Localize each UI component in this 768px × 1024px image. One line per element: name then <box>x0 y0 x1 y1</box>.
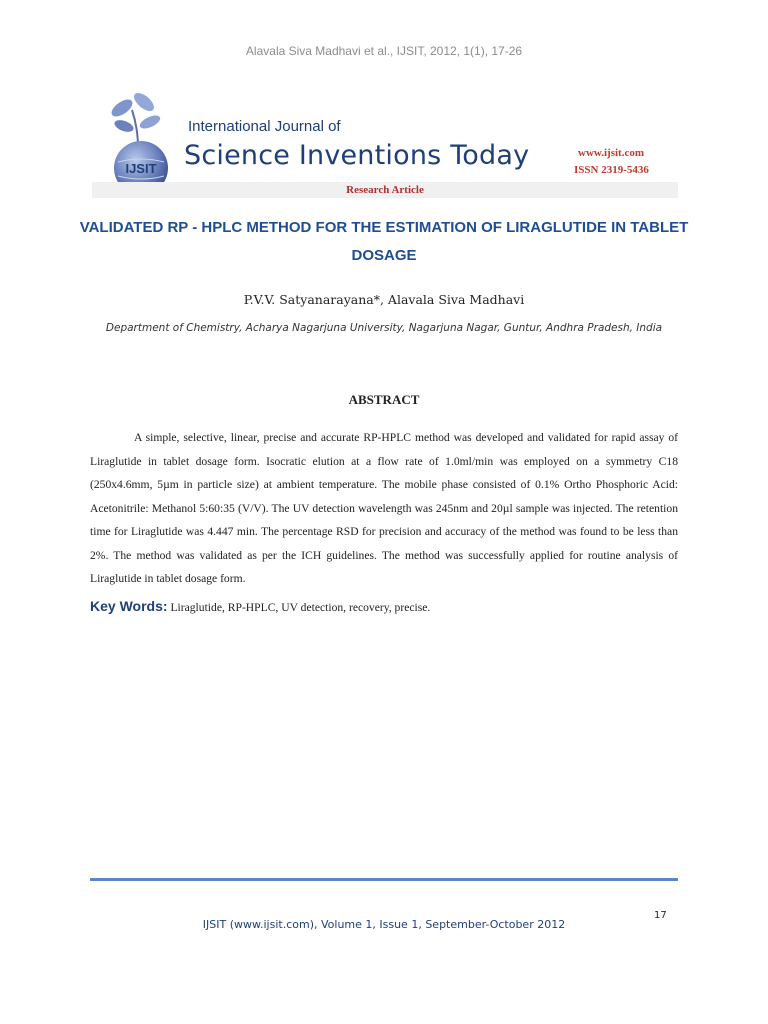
keywords-text: Liraglutide, RP-HPLC, UV detection, recovery, precise. <box>170 601 431 614</box>
paper-title: VALIDATED RP - HPLC METHOD FOR THE ESTIMATION OF LIRAGLUTIDE IN TABLET DOSAGE <box>79 219 689 264</box>
abstract-body: A simple, selective, linear, precise and accurate RP-HPLC method was developed and validated for rapid assay of Liraglutide in tablet dosage form. Isocratic elution at a flow rate of 1.0ml/min was employed on a symmetry C18 (250x4.6mm, 5µm in particle size) at ambient temperature. The mobile phase consisted of 0.1% Ortho Phosphoric Acid: Acetonitrile: Methanol 5:60:35 (V/V). The UV detection wavelength was 245nm and 20µl sample was injected. The retention time for Liraglutide was 4.447 min. The percentage RSD for precision and accuracy of the method was found to be less than 2%. The method was validated as per the ICH guidelines. The method was successfully applied for routine analysis of Liraglutide in tablet dosage form. <box>90 431 678 585</box>
footer-citation: IJSIT (www.ijsit.com), Volume 1, Issue 1, September-October 2012 <box>202 918 566 931</box>
paper-authors: P.V.V. Satyanarayana*, Alavala Siva Madhavi <box>243 292 525 307</box>
journal-logo-globe-plant-icon <box>98 86 184 196</box>
author-affiliation: Department of Chemistry, Acharya Nagarjuna University, Nagarjuna Nagar, Guntur, Andhra Pradesh, India <box>105 322 663 334</box>
keywords-label: Key Words: <box>90 598 168 614</box>
journal-name-line1: International Journal of <box>188 118 341 135</box>
journal-logo-text: IJSIT <box>125 161 157 176</box>
abstract-heading: ABSTRACT <box>348 392 420 407</box>
footer-divider <box>90 878 678 881</box>
keywords <box>90 598 690 614</box>
journal-name-line2: Science Inventions Today <box>184 140 530 171</box>
journal-issn: ISSN 2319-5436 <box>574 164 649 176</box>
journal-url-link[interactable]: www.ijsit.com <box>578 147 644 159</box>
page-number: 17 <box>654 910 667 921</box>
article-type-banner: Research Article <box>92 182 678 198</box>
running-head: Alavala Siva Madhavi et al., IJSIT, 2012, 1(1), 17-26 <box>245 44 523 58</box>
